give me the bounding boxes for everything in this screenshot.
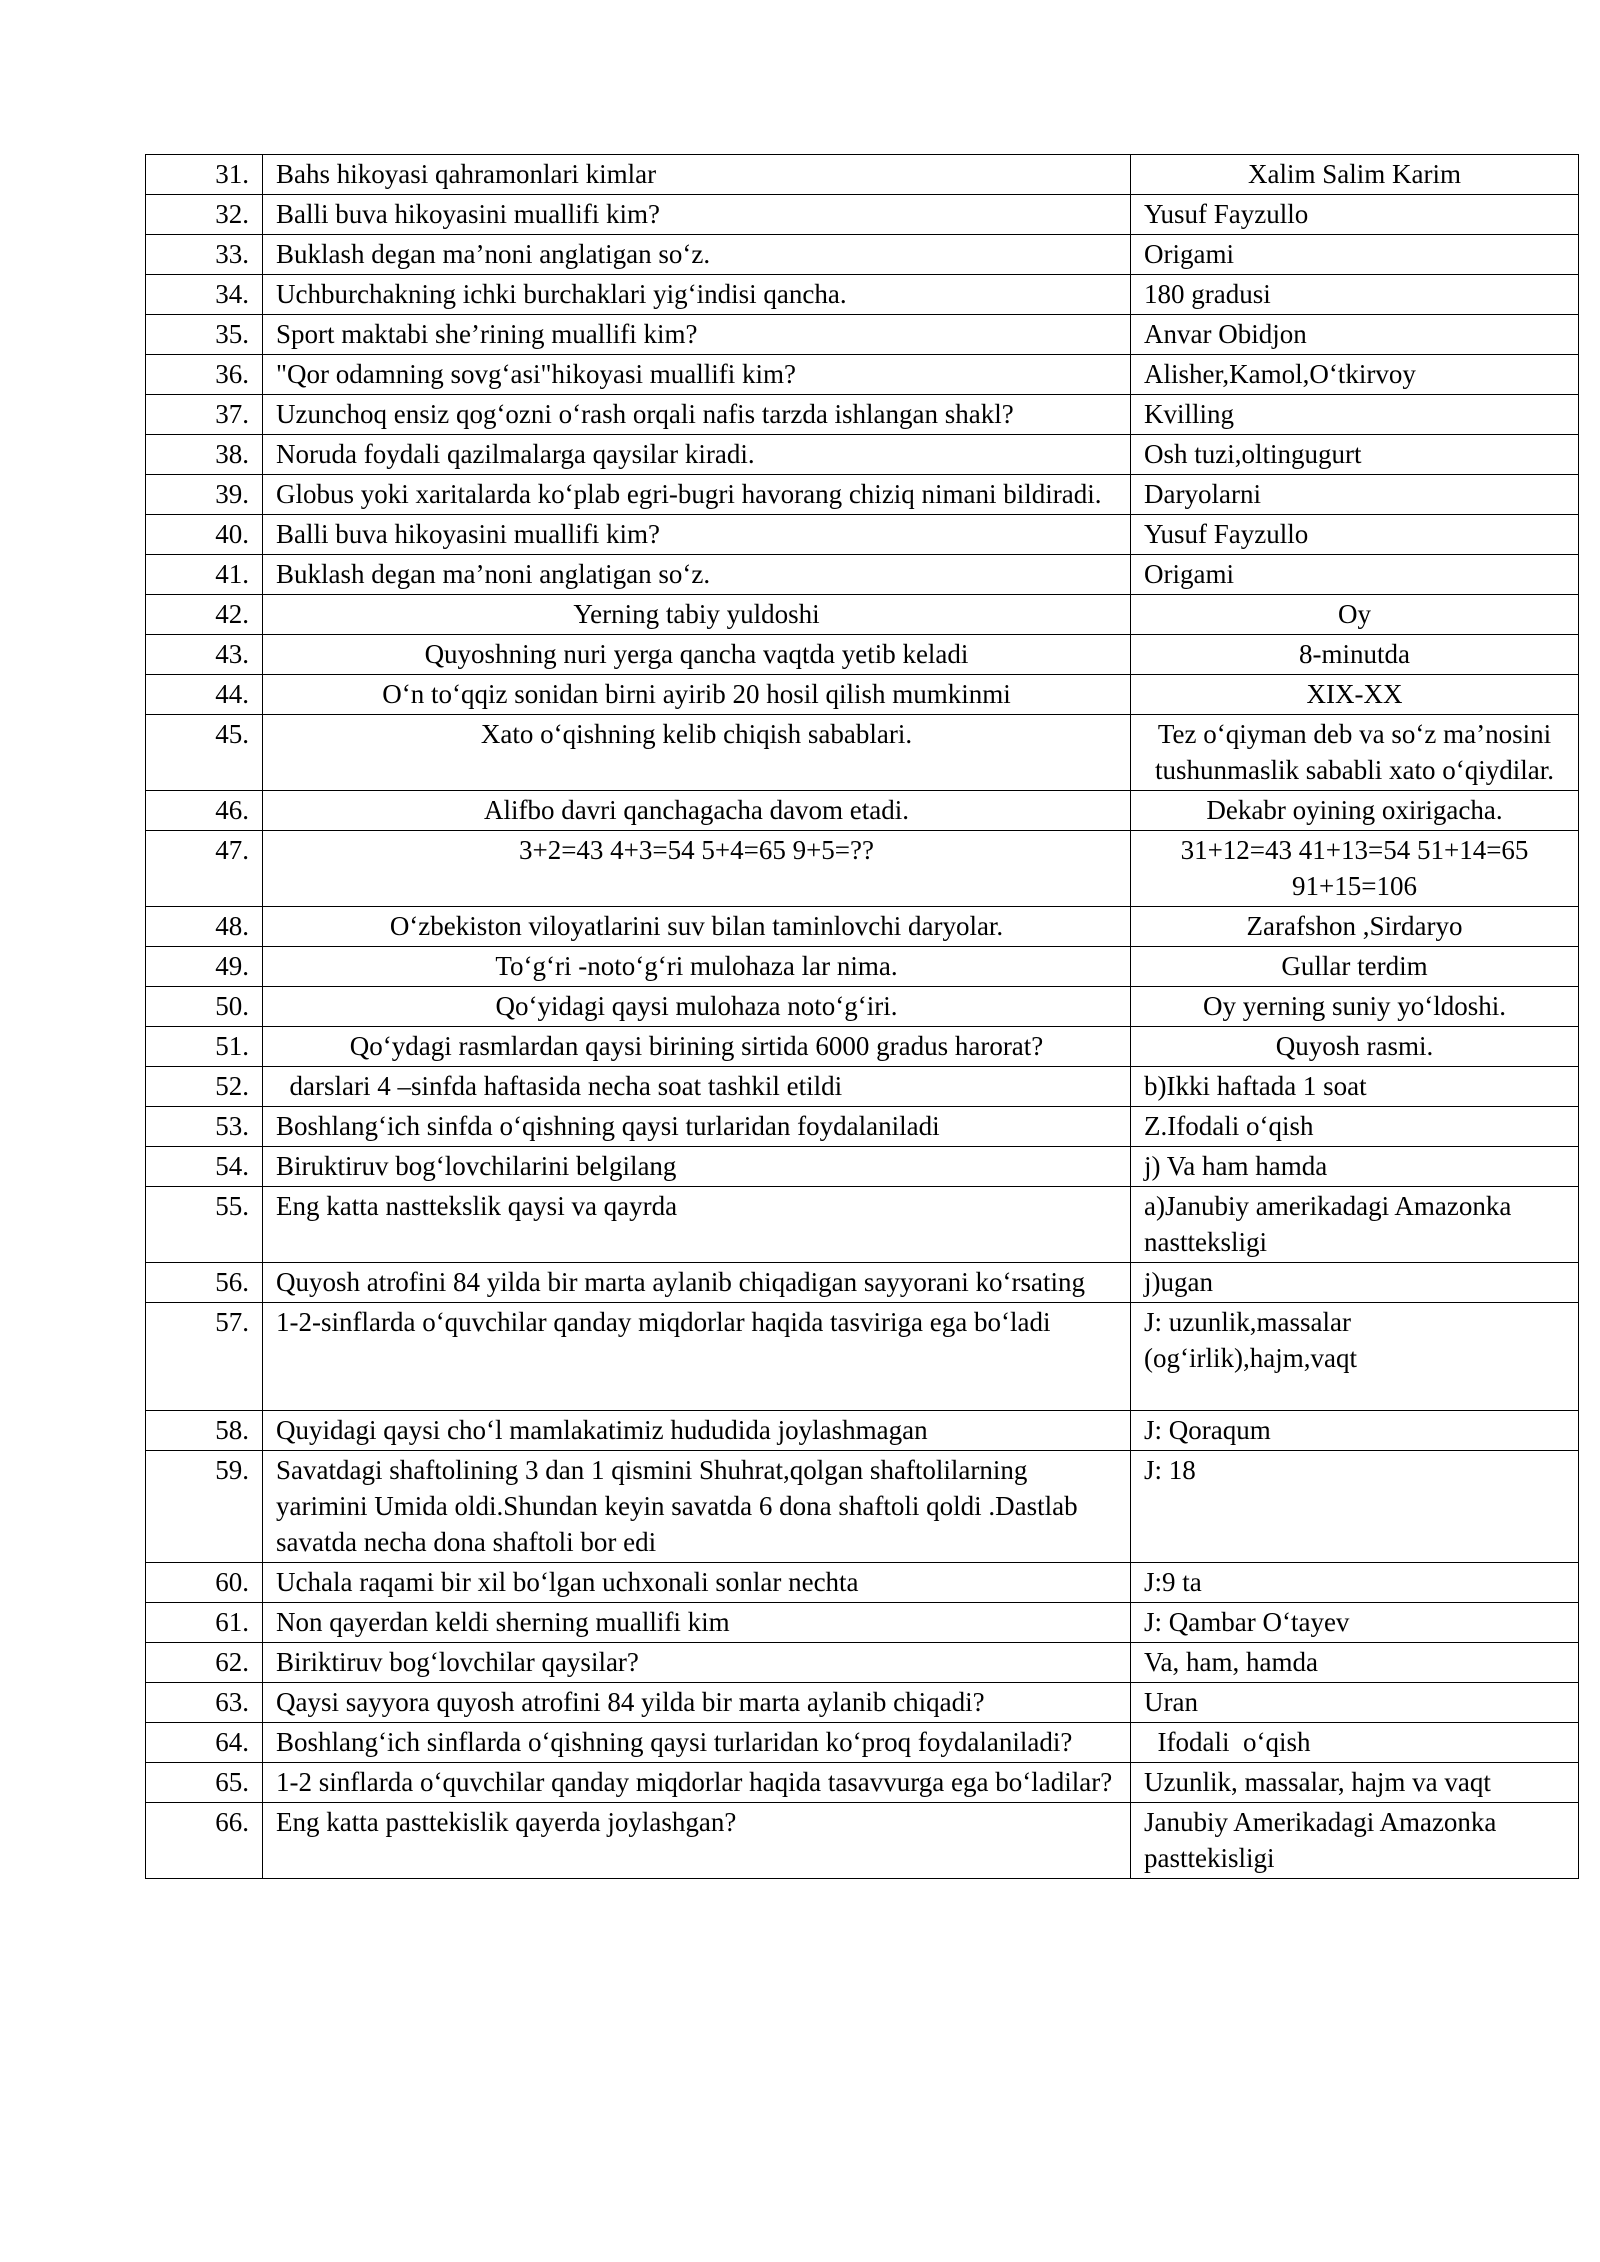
question-answer-table — [145, 154, 1579, 1879]
table-row — [146, 275, 1579, 315]
row-number: 52. — [146, 1067, 263, 1107]
row-number: 46. — [146, 791, 263, 831]
table-row — [146, 1147, 1579, 1187]
question-cell: Bahs hikoyasi qahramonlari kimlar — [263, 155, 1131, 195]
table-row — [146, 435, 1579, 475]
table-row — [146, 715, 1579, 791]
question-cell: 3+2=43 4+3=54 5+4=65 9+5=?? — [263, 831, 1131, 907]
table-row — [146, 595, 1579, 635]
table-row — [146, 675, 1579, 715]
answer-cell: Quyosh rasmi. — [1131, 1027, 1579, 1067]
row-number: 58. — [146, 1411, 263, 1451]
table-row — [146, 1603, 1579, 1643]
answer-cell: Uran — [1131, 1683, 1579, 1723]
answer-cell: j)ugan — [1131, 1263, 1579, 1303]
row-number: 55. — [146, 1187, 263, 1263]
question-cell: Noruda foydali qazilmalarga qaysilar kiradi. — [263, 435, 1131, 475]
row-number: 41. — [146, 555, 263, 595]
answer-cell: j) Va ham hamda — [1131, 1147, 1579, 1187]
answer-cell: Alisher,Kamol,O‘tkirvoy — [1131, 355, 1579, 395]
table-row — [146, 395, 1579, 435]
table-row — [146, 1303, 1579, 1411]
question-cell: 1-2 sinflarda o‘quvchilar qanday miqdorlar haqida tasavvurga ega bo‘ladilar? — [263, 1763, 1131, 1803]
answer-cell: J:9 ta — [1131, 1563, 1579, 1603]
table-row — [146, 1027, 1579, 1067]
table-row — [146, 355, 1579, 395]
answer-cell: Daryolarni — [1131, 475, 1579, 515]
row-number: 63. — [146, 1683, 263, 1723]
table-row — [146, 155, 1579, 195]
table-row — [146, 195, 1579, 235]
row-number: 49. — [146, 947, 263, 987]
row-number: 33. — [146, 235, 263, 275]
question-cell: Biruktiruv bog‘lovchilarini belgilang — [263, 1147, 1131, 1187]
question-cell: Qaysi sayyora quyosh atrofini 84 yilda bir marta aylanib chiqadi? — [263, 1683, 1131, 1723]
row-number: 36. — [146, 355, 263, 395]
row-number: 35. — [146, 315, 263, 355]
answer-cell: Xalim Salim Karim — [1131, 155, 1579, 195]
table-row — [146, 1803, 1579, 1879]
answer-cell: Va, ham, hamda — [1131, 1643, 1579, 1683]
answer-cell: Kvilling — [1131, 395, 1579, 435]
question-cell: Yerning tabiy yuldoshi — [263, 595, 1131, 635]
row-number: 59. — [146, 1451, 263, 1563]
answer-cell: Tez o‘qiyman deb va so‘z ma’nosini tushunmaslik sababli xato o‘qiydilar. — [1131, 715, 1579, 791]
question-cell: Qo‘yidagi qaysi mulohaza noto‘g‘iri. — [263, 987, 1131, 1027]
table-row — [146, 987, 1579, 1027]
answer-cell: a)Janubiy amerikadagi Amazonka nastteksligi — [1131, 1187, 1579, 1263]
answer-cell: Anvar Obidjon — [1131, 315, 1579, 355]
question-cell: Uchburchakning ichki burchaklari yig‘indisi qancha. — [263, 275, 1131, 315]
answer-cell: 31+12=43 41+13=54 51+14=65 91+15=106 — [1131, 831, 1579, 907]
answer-cell: XIX-XX — [1131, 675, 1579, 715]
row-number: 65. — [146, 1763, 263, 1803]
question-cell: Qo‘ydagi rasmlardan qaysi birining sirtida 6000 gradus harorat? — [263, 1027, 1131, 1067]
table-row — [146, 1723, 1579, 1763]
question-cell: Biriktiruv bog‘lovchilar qaysilar? — [263, 1643, 1131, 1683]
question-cell: Boshlang‘ich sinflarda o‘qishning qaysi turlaridan ko‘proq foydalaniladi? — [263, 1723, 1131, 1763]
answer-cell: Gullar terdim — [1131, 947, 1579, 987]
row-number: 31. — [146, 155, 263, 195]
row-number: 50. — [146, 987, 263, 1027]
table-row — [146, 1563, 1579, 1603]
answer-cell: Z.Ifodali o‘qish — [1131, 1107, 1579, 1147]
row-number: 45. — [146, 715, 263, 791]
question-cell: Quyoshning nuri yerga qancha vaqtda yetib keladi — [263, 635, 1131, 675]
table-row — [146, 1643, 1579, 1683]
answer-cell: J: Qoraqum — [1131, 1411, 1579, 1451]
question-cell: Alifbo davri qanchagacha davom etadi. — [263, 791, 1131, 831]
question-cell: Quyosh atrofini 84 yilda bir marta aylanib chiqadigan sayyorani ko‘rsating — [263, 1263, 1131, 1303]
table-row — [146, 235, 1579, 275]
row-number: 62. — [146, 1643, 263, 1683]
answer-cell: 180 gradusi — [1131, 275, 1579, 315]
row-number: 47. — [146, 831, 263, 907]
row-number: 56. — [146, 1263, 263, 1303]
question-cell: O‘zbekiston viloyatlarini suv bilan taminlovchi daryolar. — [263, 907, 1131, 947]
table-row — [146, 1411, 1579, 1451]
row-number: 60. — [146, 1563, 263, 1603]
answer-cell: Origami — [1131, 555, 1579, 595]
table-row — [146, 1451, 1579, 1563]
question-cell: Uzunchoq ensiz qog‘ozni o‘rash orqali nafis tarzda ishlangan shakl? — [263, 395, 1131, 435]
question-cell: Balli buva hikoyasini muallifi kim? — [263, 195, 1131, 235]
question-cell: Non qayerdan keldi sherning muallifi kim — [263, 1603, 1131, 1643]
answer-cell: Yusuf Fayzullo — [1131, 515, 1579, 555]
row-number: 34. — [146, 275, 263, 315]
table-row — [146, 515, 1579, 555]
row-number: 40. — [146, 515, 263, 555]
question-cell: Eng katta nasttekslik qaysi va qayrda — [263, 1187, 1131, 1263]
question-cell: Quyidagi qaysi cho‘l mamlakatimiz hududida joylashmagan — [263, 1411, 1131, 1451]
question-cell: Savatdagi shaftolining 3 dan 1 qismini Shuhrat,qolgan shaftolilarning yarimini Umida oldi.Shundan keyin savatda 6 dona shaftoli qoldi .Dastlab savatda necha dona shaftoli bor edi — [263, 1451, 1131, 1563]
answer-cell: Uzunlik, massalar, hajm va vaqt — [1131, 1763, 1579, 1803]
table-row — [146, 1187, 1579, 1263]
question-cell: Boshlang‘ich sinfda o‘qishning qaysi turlaridan foydalaniladi — [263, 1107, 1131, 1147]
question-cell: Uchala raqami bir xil bo‘lgan uchxonali sonlar nechta — [263, 1563, 1131, 1603]
answer-cell: Ifodali o‘qish — [1131, 1723, 1579, 1763]
question-cell: Balli buva hikoyasini muallifi kim? — [263, 515, 1131, 555]
question-cell: To‘g‘ri -noto‘g‘ri mulohaza lar nima. — [263, 947, 1131, 987]
table-row — [146, 907, 1579, 947]
answer-cell: Oy — [1131, 595, 1579, 635]
row-number: 39. — [146, 475, 263, 515]
row-number: 57. — [146, 1303, 263, 1411]
table-body — [146, 155, 1579, 1879]
answer-cell: J: uzunlik,massalar (og‘irlik),hajm,vaqt — [1131, 1303, 1579, 1411]
row-number: 61. — [146, 1603, 263, 1643]
row-number: 42. — [146, 595, 263, 635]
question-cell: O‘n to‘qqiz sonidan birni ayirib 20 hosil qilish mumkinmi — [263, 675, 1131, 715]
row-number: 38. — [146, 435, 263, 475]
question-cell: Globus yoki xaritalarda ko‘plab egri-bugri havorang chiziq nimani bildiradi. — [263, 475, 1131, 515]
table-row — [146, 555, 1579, 595]
answer-cell: Janubiy Amerikadagi Amazonka pasttekisligi — [1131, 1803, 1579, 1879]
answer-cell: 8-minutda — [1131, 635, 1579, 675]
row-number: 54. — [146, 1147, 263, 1187]
table-row — [146, 1683, 1579, 1723]
question-cell: Buklash degan ma’noni anglatigan so‘z. — [263, 555, 1131, 595]
row-number: 53. — [146, 1107, 263, 1147]
answer-cell: Yusuf Fayzullo — [1131, 195, 1579, 235]
table-row — [146, 1763, 1579, 1803]
answer-cell: Oy yerning suniy yo‘ldoshi. — [1131, 987, 1579, 1027]
answer-cell: Origami — [1131, 235, 1579, 275]
answer-cell: Zarafshon ,Sirdaryo — [1131, 907, 1579, 947]
question-cell: darslari 4 –sinfda haftasida necha soat tashkil etildi — [263, 1067, 1131, 1107]
question-cell: Sport maktabi she’rining muallifi kim? — [263, 315, 1131, 355]
row-number: 48. — [146, 907, 263, 947]
answer-cell: J: Qambar O‘tayev — [1131, 1603, 1579, 1643]
row-number: 51. — [146, 1027, 263, 1067]
table-row — [146, 1107, 1579, 1147]
question-cell: 1-2-sinflarda o‘quvchilar qanday miqdorlar haqida tasviriga ega bo‘ladi — [263, 1303, 1131, 1411]
row-number: 32. — [146, 195, 263, 235]
question-cell: "Qor odamning sovg‘asi"hikoyasi muallifi kim? — [263, 355, 1131, 395]
table-row — [146, 315, 1579, 355]
table-row — [146, 831, 1579, 907]
answer-cell: Dekabr oyining oxirigacha. — [1131, 791, 1579, 831]
question-cell: Buklash degan ma’noni anglatigan so‘z. — [263, 235, 1131, 275]
question-cell: Xato o‘qishning kelib chiqish sabablari. — [263, 715, 1131, 791]
answer-cell: Osh tuzi,oltingugurt — [1131, 435, 1579, 475]
table-row — [146, 635, 1579, 675]
question-cell: Eng katta pasttekislik qayerda joylashgan? — [263, 1803, 1131, 1879]
table-row — [146, 1263, 1579, 1303]
answer-cell: J: 18 — [1131, 1451, 1579, 1563]
row-number: 37. — [146, 395, 263, 435]
row-number: 66. — [146, 1803, 263, 1879]
row-number: 64. — [146, 1723, 263, 1763]
table-row — [146, 1067, 1579, 1107]
table-row — [146, 791, 1579, 831]
row-number: 44. — [146, 675, 263, 715]
row-number: 43. — [146, 635, 263, 675]
table-row — [146, 947, 1579, 987]
answer-cell: b)Ikki haftada 1 soat — [1131, 1067, 1579, 1107]
table-row — [146, 475, 1579, 515]
